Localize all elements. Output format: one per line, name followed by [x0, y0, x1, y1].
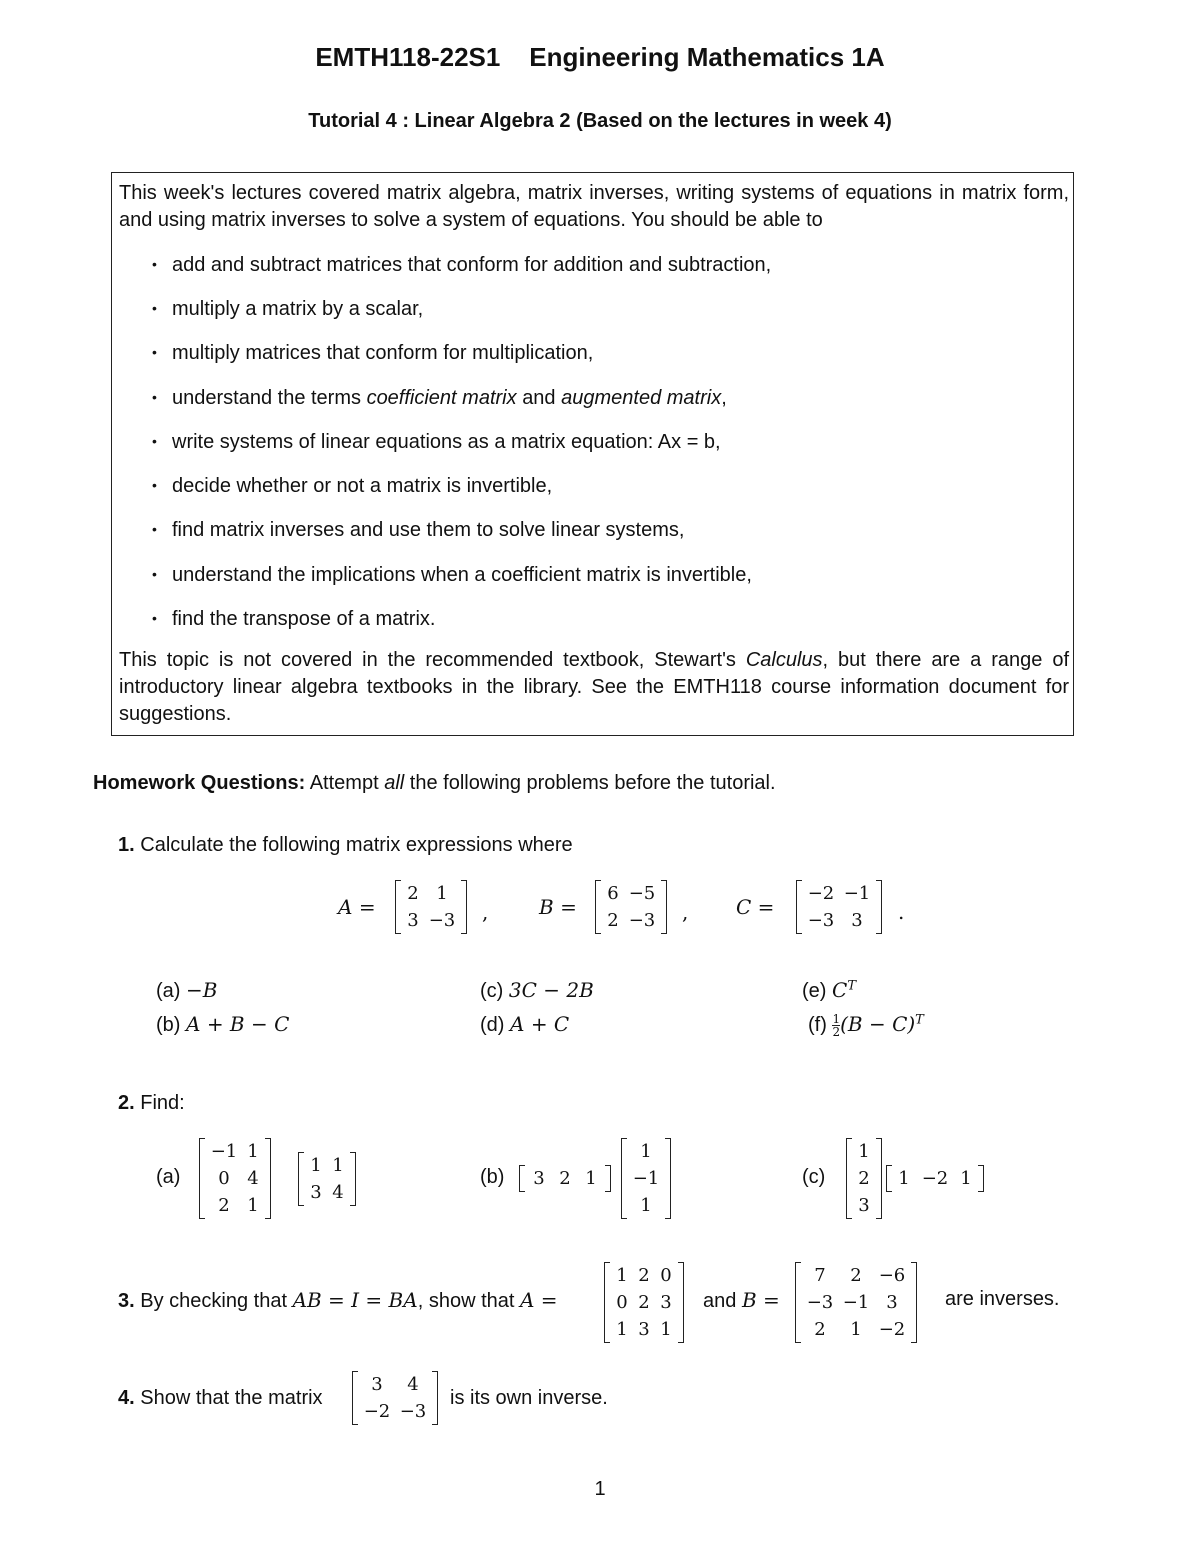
q2-part-c: (c) [802, 1166, 826, 1188]
course-code: EMTH118-22S1 [315, 42, 501, 72]
question-4: 4. Show that the matrix [118, 1387, 323, 1409]
q1-part-e: (e) $C^T$ [802, 978, 856, 1002]
q2c-matrix-2: 1 −2 1 [886, 1165, 984, 1192]
q1-a-label: A = [338, 895, 376, 919]
course-title: Engineering Mathematics 1A [529, 42, 885, 72]
q1-b-label: B = [539, 895, 577, 919]
list-item: • understand the terms coefficient matrix and augmented matrix, [152, 387, 727, 409]
summary-closing: This topic is not covered in the recommended textbook, Stewart's Calculus, but there are a range of introductory linear algebra textbooks in the library. See the EMTH118 course information document for suggestions. [119, 649, 1069, 725]
q2-part-b: (b) [480, 1166, 505, 1188]
question-3: 3. By checking that AB = I = BA, show that A = [118, 1288, 558, 1312]
q2b-matrix-1: 3 2 1 [519, 1165, 611, 1192]
q2c-matrix-1: 1 2 3 [846, 1138, 882, 1219]
list-item: • understand the implications when a coefficient matrix is invertible, [152, 564, 752, 586]
q2b-matrix-2: 1 −1 1 [621, 1138, 671, 1219]
q2a-matrix-2: 1 1 3 4 [298, 1152, 356, 1206]
q3-matrix-A: 1 2 0 0 2 3 1 3 1 [604, 1262, 684, 1343]
list-item: • write systems of linear equations as a matrix equation: Ax = b, [152, 431, 721, 453]
list-item: • multiply a matrix by a scalar, [152, 298, 424, 320]
book-title: Calculus [745, 649, 823, 671]
q4-tail: is its own inverse. [450, 1387, 608, 1409]
list-item: • add and subtract matrices that conform for addition and subtraction, [152, 254, 772, 276]
q3-tail: are inverses. [945, 1288, 1060, 1310]
question-1: 1. Calculate the following matrix expressions where [118, 834, 573, 856]
list-item: • decide whether or not a matrix is invertible, [152, 475, 553, 497]
q3-and: and B = [703, 1288, 780, 1312]
matrix-C: −2 −1 −3 3 [796, 880, 882, 934]
matrix-A: 2 1 3 −3 [395, 880, 467, 934]
q1-part-c: (c) 3C − 2B [480, 978, 594, 1002]
q2a-matrix-1: −1 1 0 4 2 1 [199, 1138, 271, 1219]
homework-heading: Homework Questions: Attempt all the following problems before the tutorial. [93, 772, 776, 794]
q4-matrix: 3 4 −2 −3 [352, 1371, 438, 1425]
q1-part-f: (f) $\frac{1}{2}$ $(B - C)^T$ [808, 1012, 924, 1040]
q3-matrix-B: 7 2 −6 −3 −1 3 2 1 −2 [795, 1262, 917, 1343]
matrix-B: 6 −5 2 −3 [595, 880, 667, 934]
term-coefficient-matrix: coefficient matrix [366, 387, 517, 409]
question-2: 2. Find: [118, 1092, 185, 1114]
term-augmented-matrix: augmented matrix [561, 387, 722, 409]
summary-intro: This week's lectures covered matrix algebra, matrix inverses, writing systems of equations in matrix form, and using matrix inverses to solve a system of equations. You should be able to [119, 182, 1069, 231]
page-number: 1 [594, 1478, 606, 1500]
q1-part-d: (d) A + C [480, 1012, 570, 1036]
q1-part-b: (b) A + B − C [156, 1012, 290, 1036]
q1-part-a: (a) −B [156, 978, 218, 1002]
list-item: • multiply matrices that conform for multiplication, [152, 342, 594, 364]
tutorial-subtitle: Tutorial 4 : Linear Algebra 2 (Based on the lectures in week 4) [308, 110, 892, 132]
q1-c-label: C = [736, 895, 775, 919]
page-title [0, 42, 1200, 73]
list-item: • find matrix inverses and use them to solve linear systems, [152, 519, 685, 541]
list-item: • find the transpose of a matrix. [152, 608, 436, 630]
q2-part-a: (a) [156, 1166, 181, 1188]
